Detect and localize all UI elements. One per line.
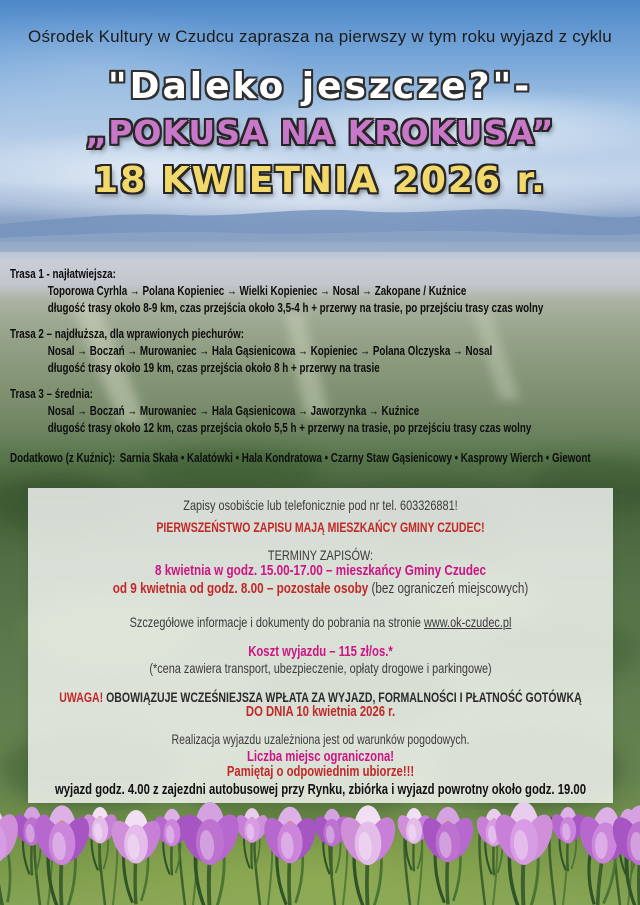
route-1-path: Toporowa Cyrhla → Polana Kopieniec → Wielki Kopieniec → Nosal → Zakopane / Kuźnice bbox=[47, 283, 467, 298]
priority-line: PIERWSZEŃSTWO ZAPISU MAJĄ MIESZKAŃCY GMINY CZUDEC! bbox=[156, 520, 485, 535]
extras-line bbox=[10, 449, 637, 466]
term-others-bold: od 9 kwietnia od godz. 8.00 – pozostałe osoby bbox=[112, 580, 369, 597]
route-3-path: Nosal → Boczań → Murowaniec → Hala Gąsienicowa → Jaworzynka → Kuźnice bbox=[47, 403, 420, 418]
intro-line: Ośrodek Kultury w Czudcu zaprasza na pierwszy w tym roku wyjazd z cyklu bbox=[28, 27, 612, 46]
term-residents: 8 kwietnia w godz. 15.00-17.00 – mieszkańcy Gminy Czudec bbox=[155, 562, 486, 579]
warning-highlight: UWAGA! bbox=[59, 690, 104, 705]
deadline-line: DO DNIA 10 kwietnia 2026 r. bbox=[245, 704, 396, 720]
route-1-label: Trasa 1 - najłatwiejsza: bbox=[10, 266, 116, 281]
extras-value: Sarnia Skała • Kalatówki • Hala Kondratowa • Czarny Staw Gąsienicowy • Kasprowy Wierch • Giewont bbox=[119, 450, 591, 465]
signup-line: Zapisy osobiście lub telefonicznie pod nr tel. 603326881! bbox=[183, 497, 458, 513]
weather-note: Realizacja wyjazdu uzależniona jest od warunków pogodowych. bbox=[171, 732, 470, 747]
route-2-label: Trasa 2 – najdłuższa, dla wprawionych piechurów: bbox=[10, 326, 244, 341]
title-line-1: "Daleko jeszcze?"- bbox=[107, 66, 533, 107]
crocus-flowers-image bbox=[0, 745, 640, 905]
route-3 bbox=[10, 385, 637, 436]
route-3-label: Trasa 3 – średnia: bbox=[10, 386, 93, 401]
route-2-path: Nosal → Boczań → Murowaniec → Hala Gąsienicowa → Kopieniec → Polana Olczyska → Nosal bbox=[47, 343, 493, 358]
cost-note: (*cena zawiera transport, ubezpieczenie, opłaty drogowe i parkingowe) bbox=[149, 660, 492, 676]
term-others-note: (bez ograniczeń miejscowych) bbox=[368, 580, 529, 597]
routes-section bbox=[10, 265, 637, 466]
website-link[interactable]: www.ok-czudec.pl bbox=[423, 614, 512, 630]
mountain-ridge-icon bbox=[0, 209, 640, 252]
extras-label: Dodatkowo (z Kuźnic): bbox=[10, 450, 116, 465]
term-others bbox=[28, 581, 613, 597]
details-text: Szczegółowe informacje i dokumenty do pobrania na stronie bbox=[129, 614, 424, 630]
route-1 bbox=[10, 265, 637, 316]
seats-note: Liczba miejsc ograniczona! bbox=[246, 749, 395, 765]
route-1-details: długość trasy około 8-9 km, czas przejścia około 3,5-4 h + przerwy na trasie, po przejściu trasy czas wolny bbox=[47, 300, 544, 315]
warning-text: OBOWIĄZUJE WCZEŚNIEJSZA WPŁATA ZA WYJAZD, FORMALNOŚCI I PŁATNOŚĆ GOTÓWKĄ bbox=[103, 690, 582, 705]
title-line-2: „POKUSA NA KROKUSA” bbox=[85, 113, 555, 152]
title-date: 18 KWIETNIA 2026 r. bbox=[93, 160, 547, 201]
terms-heading: TERMINY ZAPISÓW: bbox=[267, 547, 374, 563]
route-2 bbox=[10, 325, 637, 376]
cost-line: Koszt wyjazdu – 115 zł/os.* bbox=[248, 644, 393, 660]
details-line bbox=[28, 614, 613, 630]
clothing-note: Pamiętaj o odpowiednim ubiorze!!! bbox=[226, 764, 415, 780]
departure-line: wyjazd godz. 4.00 z zajezdni autobusowej przy Rynku, zbiórka i wyjazd powrotny około godz. 19.00 bbox=[54, 782, 587, 798]
route-2-details: długość trasy około 19 km, czas przejścia około 8 h + przerwy na trasie bbox=[47, 360, 380, 375]
route-3-details: długość trasy około 12 km, czas przejścia około 5,5 h + przerwy na trasie, po przejściu trasy czas wolny bbox=[47, 420, 532, 435]
